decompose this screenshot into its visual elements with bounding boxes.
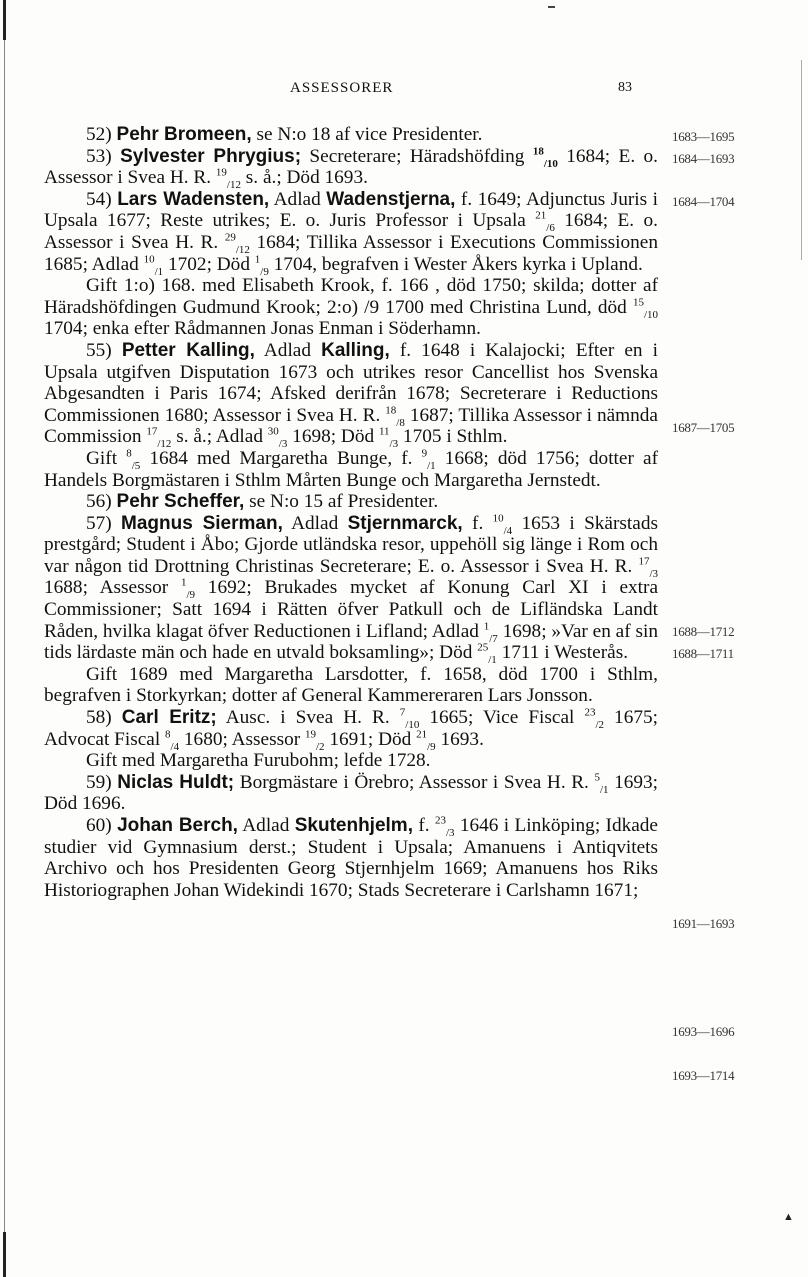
entry-59-years: 1693—1696 xyxy=(672,1024,735,1039)
marriage-paragraph: Gift med Margaretha Furubohm; lefde 1728. xyxy=(86,750,431,772)
person-name: Carl Eritz; xyxy=(121,707,217,729)
page-title: ASSESSORER xyxy=(290,80,394,96)
person-name: Magnus Sierman, xyxy=(121,512,283,534)
entry-58: 58) Carl Eritz; Ausc. i Svea H. R. $^7_{/10}$ 1665; Vice Fiscal $^{23}_{/2}$ 1675; Advocat Fiscal $^8_{/4}$ 1680; Assessor $^{19}_{/2}$ 1691; Död $^{21}_{/9}$ 1693. xyxy=(44,706,658,753)
entry-60: 60) Johan Berch, Adlad Skutenhjelm, f. $^{23}_{/3}$ 1646 i Linköping; Idkade studier vid Gymnasium derst.; Student i Upsala; Amanuens i Antiqvitets Archivo och hos Presidenten Georg Stjernhjelm 1669; Amanuens hos Riks Historiographen Johan Widekindi 1670; Stads Secreterare i Carlshamn 1671; xyxy=(44,814,658,901)
page-edge-left xyxy=(4,0,5,1277)
noble-name: Stjernmarck, xyxy=(347,512,463,534)
noble-name: Kalling, xyxy=(321,339,390,361)
entry-60-years: 1693—1714 xyxy=(672,1068,735,1083)
person-name: Pehr Scheffer, xyxy=(116,491,245,513)
entry-52-years: 1683—1695 xyxy=(672,129,735,144)
person-name: Lars Wadensten, xyxy=(117,188,270,210)
person-name: Johan Berch, xyxy=(117,815,238,836)
page-edge-mark-top xyxy=(3,0,6,40)
body-text xyxy=(44,124,658,901)
running-header xyxy=(0,80,808,100)
entry-58-years: 1691—1693 xyxy=(672,916,735,931)
marriage-paragraph: Gift 1:o) 168. med Elisabeth Krook, f. 166 , död 1750; skilda; dotter af Häradshöfdingen Gudmund Krook; 2:o) /9 1700 med Christina Lund, död $^{15}_{/10}$ 1704; enka efter Rådmannen Jonas Enman i Söderhamn. xyxy=(44,275,658,340)
marriage-paragraph: Gift 1689 med Margaretha Larsdotter, f. 1658, död 1700 i Sthlm, begrafven i Storkyrkan; dotter af General Kammereraren Lars Jonsson. xyxy=(44,663,658,707)
entry-53: 53) Sylvester Phrygius; Secreterare; Häradshöfding $^{18}_{/10}$ 1684; E. o. Assessor i Svea H. R. $^{19}_{/12}$ s. å.; Död 1693. xyxy=(44,145,658,192)
person-name: Pehr Bromeen, xyxy=(116,124,252,145)
entry-55-years: 1687—1705 xyxy=(672,420,735,435)
entry-54-years: 1684—1704 xyxy=(672,194,735,209)
entry-57-years: 1688—1711 xyxy=(672,646,734,661)
page-number: 83 xyxy=(618,80,632,95)
entry-56: 56) Pehr Scheffer, se N:o 15 af Presidenter. xyxy=(86,491,439,513)
entry-53-years: 1684—1693 xyxy=(672,151,735,166)
entry-55: 55) Petter Kalling, Adlad Kalling, f. 1648 i Kalajocki; Efter en i Upsala utgifven Disputation 1673 och utrikes resor Cancellist hos Svenska Abgesandten i Paris 1674; Afsked derifrån 1678; Secreterare i Reductions Commissionen 1680; Assessor i Svea H. R. $^{18}_{/8}$ 1687; Tillika Assessor i nämnda Commission $^{17}_{/12}$ s. å.; Adlad $^{30}_{/3}$ 1698; Död $^{11}_{/3}$ 1705 i Sthlm. xyxy=(44,339,658,451)
ink-mark xyxy=(548,6,555,8)
footer-mark: ▲ xyxy=(783,1211,794,1223)
entry-52: 52) Pehr Bromeen, se N:o 18 af vice Presidenter. xyxy=(86,124,483,145)
noble-name: Skutenhjelm, xyxy=(294,815,413,836)
entry-59: 59) Niclas Huldt; Borgmästare i Örebro; Assessor i Svea H. R. $^5_{/1}$ 1693; Död 1696. xyxy=(44,771,658,815)
page-edge-mark-bottom xyxy=(3,1232,6,1277)
entry-57: 57) Magnus Sierman, Adlad Stjernmarck, f. $^{10}_{/4}$ 1653 i Skärstads prestgård; Student i Åbo; Gjorde utländska resor, uppehöll sig länge i Rom och var någon tid Drottning Christinas Secreterare; E. o. Assessor i Svea H. R. $^{17}_{/3}$ 1688; Assessor $^1_{/9}$ 1692; Brukades mycket af Konung Carl XI i extra Commissioner; Satt 1694 i Rätten öfver Patkull och de Lifländska Landt Råden, hvilka klagat öfver Reductionen i Lifland; Adlad $^1_{/7}$ 1698; »Var en af sin tids lärdaste män och hade en utvald boksamling»; Död $^{25}_{/1}$ 1711 i Westerås. xyxy=(44,512,658,667)
person-name: Niclas Huldt; xyxy=(117,771,235,793)
entry-56-years: 1688—1712 xyxy=(672,624,735,639)
person-name: Sylvester Phrygius; xyxy=(120,145,302,167)
noble-name: Wadenstjerna, xyxy=(326,188,456,210)
entry-54: 54) Lars Wadensten, Adlad Wadenstjerna, f. 1649; Adjunctus Juris i Upsala 1677; Reste utrikes; E. o. Juris Professor i Upsala $^{21}_{/6}$ 1684; E. o. Assessor i Svea H. R. $^{29}_{/12}$ 1684; Tillika Assessor i Executions Commissionen 1685; Adlad $^{10}_{/1}$ 1702; Död $^1_{/9}$ 1704, begrafven i Wester Åkers kyrka i Upland. xyxy=(44,188,659,278)
person-name: Petter Kalling, xyxy=(121,339,255,361)
marriage-paragraph: Gift $^8_{/5}$ 1684 med Margaretha Bunge, f. $^9_{/1}$ 1668; död 1756; dotter af Handels Borgmästaren i Sthlm Mårten Bunge och Margaretha Jernstedt. xyxy=(44,447,658,491)
